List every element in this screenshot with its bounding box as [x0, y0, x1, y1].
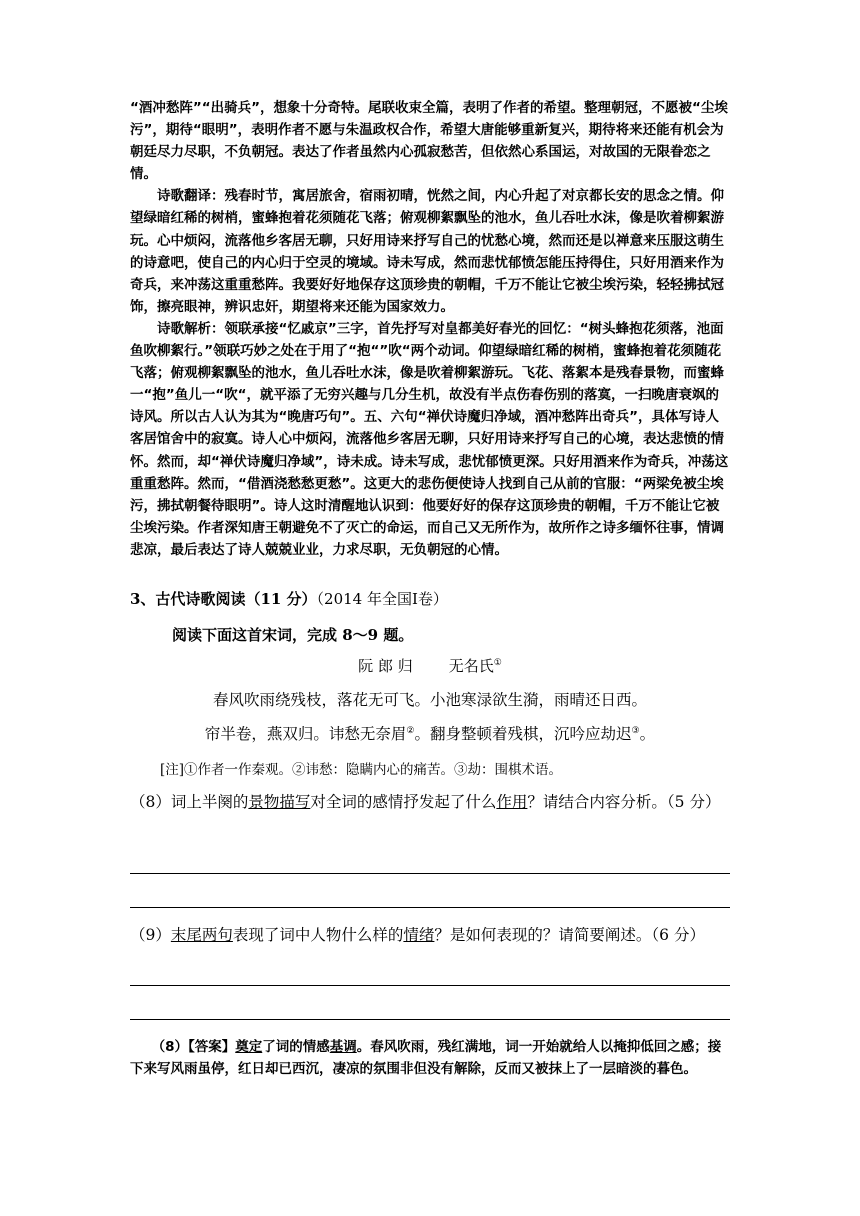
analysis-text: 领联承接“忆戚京”三字，首先抒写对皇都美好春光的回忆：“树头蜂抱花须落，池面鱼吹柳絮行。”领联巧妙之处在于用了“抱“”吹“两个动词。仰望绿暗红稀的树梢，蜜蜂抱着花须随花飞落；俯观柳絮飘坠的池水，鱼儿吞吐水沫，像是吹着柳絮游玩。飞花、落絮本是残春景物，而蜜蜂一“抱”鱼儿一“吹“，就平添了无穷兴趣与几分生机，故没有半点伤春伤别的落寞，一扫晚唐衰飒的诗风。所以古人认为其为“晚唐巧句”。五、六句“禅伏诗魔归净域，酒冲愁阵出奇兵”，具体写诗人客居馆舍中的寂寞。诗人心中烦闷，流落他乡客居无聊，只好用诗来抒写自己的心境，表达悲愤的情怀。然而，却“禅伏诗魔归净域”，诗未成。诗未写成，悲忧郁愤更深。只好用酒来作为奇兵，冲荡这重重愁阵。然而，“借酒浇愁愁更愁”。这更大的悲伤便使诗人找到自己从前的官服：“两梁免被尘埃污，拂拭朝餐待眼明”。诗人这时清醒地认识到：他要好好的保存这顶珍贵的朝帽，千万不能让它被尘埃污染。作者深知唐王朝避免不了灭亡的命运，而自己又无所作为，故所作之诗多缅怀往事，情调悲凉，最后表达了诗人兢兢业业，力求尽职，无负朝冠的心情。: [130, 320, 729, 558]
note-marker-2: ②: [406, 725, 415, 736]
q8-underlined-2: 作用: [496, 793, 528, 811]
poem-heading: [0, 655, 860, 676]
answer-underlined-1: 奠定: [235, 1039, 263, 1055]
answer-line-2: [130, 907, 730, 908]
reading-instruction: 阅读下面这首宋词，完成 8～9 题。: [172, 626, 414, 644]
poem-line-2-part-a: 帘半卷，燕双归。讳愁无奈眉: [204, 725, 407, 743]
q8-text-2: 对全词的感情抒发起了什么: [310, 793, 497, 811]
poem-title: 阮 郎 归: [358, 657, 413, 675]
question-number-title: 3、古代诗歌阅读（11 分）: [130, 590, 317, 608]
author-note-marker: ①: [493, 658, 502, 668]
answer-8: [130, 1036, 732, 1080]
answer-text-2: 。春风吹雨，残红满地，词一开始就给人以掩抑低回之感；接下来写风雨虽停，红日却已西沉，凄凉的氛围非但没有解除，反而又被抹上了一层暗淡的暮色。: [130, 1039, 722, 1077]
answer-label: 【答案】: [188, 1039, 236, 1055]
answer-number: （8）: [151, 1039, 188, 1055]
translation-text: 残春时节，寓居旅舍，宿雨初晴，恍然之间，内心升起了对京都长安的思念之情。仰望绿暗红稀的树梢，蜜蜂抱着花须随花飞落；俯观柳絮飘坠的池水，鱼儿吞吐水沫，像是吹着柳絮游玩。心中烦闷，流落他乡客居无聊，只好用诗来抒写自己的忧愁心境，然而还是以禅意来压服这萌生的诗意吧，使自己的内心归于空灵的境域。诗未写成，然而悲忧郁愤怎能压持得住，只好用酒来作为奇兵，来冲荡这重重愁阵。我要好好地保存这顶珍贵的朝帽，千万不能让它被尘埃污染，轻轻拂拭冠饰，擦亮眼神，辨识忠奸，期望将来还能为国家效力。: [130, 188, 724, 315]
analysis-paragraph: [130, 318, 732, 561]
answer-line-1: [130, 873, 730, 874]
analysis-continuation: “酒冲愁阵”“出骑兵”，想象十分奇特。尾联收束全篇，表明了作者的希望。整理朝冠，不愿被“尘埃污”，期待“眼明”，表明作者不愿与朱温政权合作，希望大唐能够重新复兴，期待将来还能有机会为朝廷尽力尽职，不负朝冠。表达了作者虽然内心孤寂愁苦，但依然心系国运，对故国的无限眷恋之情。: [130, 100, 728, 183]
q8-text-3: ？请结合内容分析。（5 分）: [527, 793, 721, 811]
poem-author: 无名氏: [448, 657, 494, 675]
analysis-section: [130, 97, 732, 561]
question-title: [130, 588, 448, 609]
q8-text-1: （8）词上半阕的: [130, 793, 249, 811]
q9-text-1: （9）: [130, 926, 171, 944]
q8-underlined-1: 景物描写: [248, 793, 311, 811]
answer-text-1: 了词的情感: [262, 1039, 330, 1055]
answer-underlined-2: 基调: [329, 1039, 357, 1055]
poem-line-2-part-c: 。: [639, 725, 656, 743]
question-9: [130, 922, 732, 948]
translation-label: 诗歌翻译：: [157, 188, 225, 205]
answer-line-4: [130, 1019, 730, 1020]
q9-underlined-2: 情绪: [403, 926, 435, 944]
q9-underlined-1: 末尾两句: [170, 926, 233, 944]
poem-notes: [注]①作者一作秦观。②讳愁：隐瞒内心的痛苦。③劫：围棋术语。: [160, 762, 563, 778]
poem-line-2: [0, 722, 860, 744]
poem-line-1: 春风吹雨绕残枝，落花无可飞。小池寒渌欲生漪，雨晴还日西。: [212, 691, 647, 709]
question-source: （2014 年全国Ⅰ卷）: [316, 590, 448, 608]
poem-line-2-part-b: 。翻身整顿着残棋，沉吟应劫迟: [414, 725, 632, 743]
answer-line-3: [130, 985, 730, 986]
translation-paragraph: [130, 185, 732, 318]
question-8: [130, 786, 732, 818]
note-marker-3: ③: [631, 725, 640, 736]
analysis-label: 诗歌解析：: [157, 320, 225, 337]
q9-text-3: ？是如何表现的？请简要阐述。（6 分）: [434, 926, 705, 944]
q9-text-2: 表现了词中人物什么样的: [232, 926, 404, 944]
